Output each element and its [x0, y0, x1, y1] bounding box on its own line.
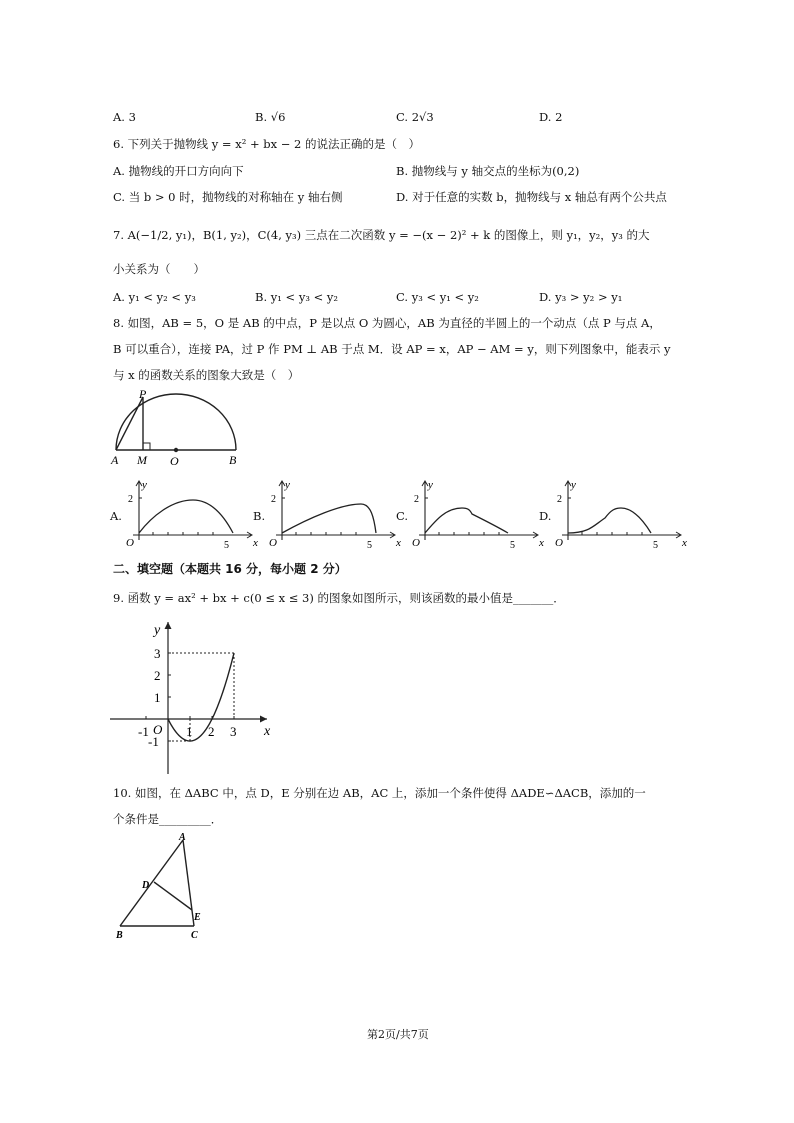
q8-option-label-a: A. — [110, 509, 122, 523]
q6-option-b: B. 抛物线与 y 轴交点的坐标为(0,2) — [396, 164, 580, 178]
q8-graph-b — [261, 478, 401, 550]
x-tick-label: 5 — [510, 540, 515, 550]
parabola-curve — [168, 653, 234, 741]
y-tick-label: 2 — [414, 494, 419, 505]
q10-line2: 个条件是_________． — [113, 812, 223, 826]
label-p: P — [139, 388, 147, 401]
section-title: 二、填空题（本题共 16 分，每小题 2 分） — [113, 562, 347, 576]
x-tick-label: 5 — [653, 540, 658, 550]
y-axis-label: y — [428, 479, 433, 491]
x-tick-label: 2 — [208, 724, 215, 739]
q8-option-label-c: C. — [396, 509, 409, 523]
segment-ab — [120, 840, 183, 926]
q6-option-c: C. 当 b > 0 时，抛物线的对称轴在 y 轴右侧 — [113, 190, 343, 204]
label-e: E — [194, 912, 201, 923]
q5-option-b: B. √6 — [255, 110, 286, 124]
q8-line2: B 可以重合），连接 PA，过 P 作 PM ⊥ AB 于点 M．设 AP = x，AP − AM = y，则下列图象中，能表示 y — [113, 342, 671, 356]
label-b: B — [229, 453, 237, 467]
origin-label: O — [269, 537, 277, 549]
y-tick-label: 2 — [154, 668, 161, 683]
y-tick-label: 2 — [271, 494, 276, 505]
x-axis-label: x — [682, 537, 687, 549]
q8-graph-a — [118, 478, 258, 550]
origin-label: O — [555, 537, 563, 549]
label-a: A — [111, 453, 119, 467]
x-tick-label: 3 — [230, 724, 237, 739]
graph-curve — [425, 508, 508, 533]
graph-curve — [139, 500, 233, 533]
q6-stem: 6. 下列关于抛物线 y = x² + bx − 2 的说法正确的是（ ） — [113, 137, 421, 151]
q9-parabola-chart — [104, 612, 284, 780]
q5-option-d: D. 2 — [539, 110, 563, 124]
q8-graph-d — [547, 478, 687, 550]
q7-stem-line1: 7. A(−1/2, y₁)，B(1, y₂)，C(4, y₃) 三点在二次函数 y = −(x − 2)² + k 的图像上，则 y₁，y₂，y₃ 的大 — [113, 228, 650, 242]
center-point-o — [174, 448, 178, 452]
y-axis-label: y — [154, 623, 161, 638]
q8-line1: 8. 如图，AB = 5，O 是 AB 的中点，P 是以点 O 为圆心，AB 为直径的半圆上的一个动点（点 P 与点 A， — [113, 316, 661, 330]
origin-label: O — [412, 537, 420, 549]
x-axis-label: x — [396, 537, 401, 549]
segment-de — [154, 882, 192, 910]
q7-option-a: A. y₁ < y₂ < y₃ — [113, 290, 196, 304]
label-c: C — [191, 930, 198, 941]
q10-triangle-figure — [108, 830, 218, 945]
label-b: B — [116, 930, 123, 941]
q10-line1: 10. 如图，在 ΔABC 中，点 D，E 分别在边 AB，AC 上，添加一个条件使得 ΔADE∽ΔACB，添加的一 — [113, 786, 646, 800]
y-tick-label: -1 — [148, 734, 159, 749]
label-d: D — [142, 880, 150, 891]
label-a: A — [179, 832, 186, 843]
q5-option-a: A. 3 — [113, 110, 136, 124]
label-m: M — [137, 453, 147, 467]
q7-option-c: C. y₃ < y₁ < y₂ — [396, 290, 479, 304]
q5-option-c: C. 2√3 — [396, 110, 434, 124]
x-tick-label: -1 — [138, 724, 149, 739]
graph-curve — [568, 508, 651, 533]
q7-option-b: B. y₁ < y₃ < y₂ — [255, 290, 338, 304]
y-axis-label: y — [285, 479, 290, 491]
y-tick-label: 2 — [128, 494, 133, 505]
x-axis-label: x — [539, 537, 544, 549]
q6-option-a: A. 抛物线的开口方向向下 — [113, 164, 244, 178]
q8-semicircle-figure — [108, 388, 248, 468]
x-tick-label: 5 — [367, 540, 372, 550]
x-tick-label: 5 — [224, 540, 229, 550]
y-tick-label: 2 — [557, 494, 562, 505]
semicircle-arc — [116, 394, 236, 450]
origin-label: O — [126, 537, 134, 549]
segment-pa — [116, 397, 143, 450]
label-o: O — [170, 454, 179, 468]
q8-line3: 与 x 的函数关系的图象大致是（ ） — [113, 368, 300, 382]
right-angle-mark — [143, 443, 150, 450]
y-tick-label: 1 — [154, 690, 161, 705]
segment-ac — [183, 840, 194, 926]
q7-stem-line2: 小关系为（ ） — [113, 262, 205, 276]
q9-stem: 9. 函数 y = ax² + bx + c(0 ≤ x ≤ 3) 的图象如图所示，则该函数的最小值是_______． — [113, 591, 565, 605]
graph-curve — [282, 504, 376, 533]
y-axis-label: y — [571, 479, 576, 491]
x-tick-label: 1 — [186, 724, 193, 739]
q8-option-label-b: B. — [253, 509, 266, 523]
q7-option-d: D. y₃ > y₂ > y₁ — [539, 290, 623, 304]
x-axis-label: x — [253, 537, 258, 549]
origin-label: O — [153, 722, 163, 737]
x-axis-label: x — [264, 724, 271, 739]
q8-option-label-d: D. — [539, 509, 552, 523]
y-tick-label: 3 — [154, 646, 161, 661]
q6-option-d: D. 对于任意的实数 b，抛物线与 x 轴总有两个公共点 — [396, 190, 667, 204]
page-footer: 第2页/共7页 — [367, 1028, 429, 1041]
y-axis-label: y — [142, 479, 147, 491]
q8-graph-c — [404, 478, 544, 550]
